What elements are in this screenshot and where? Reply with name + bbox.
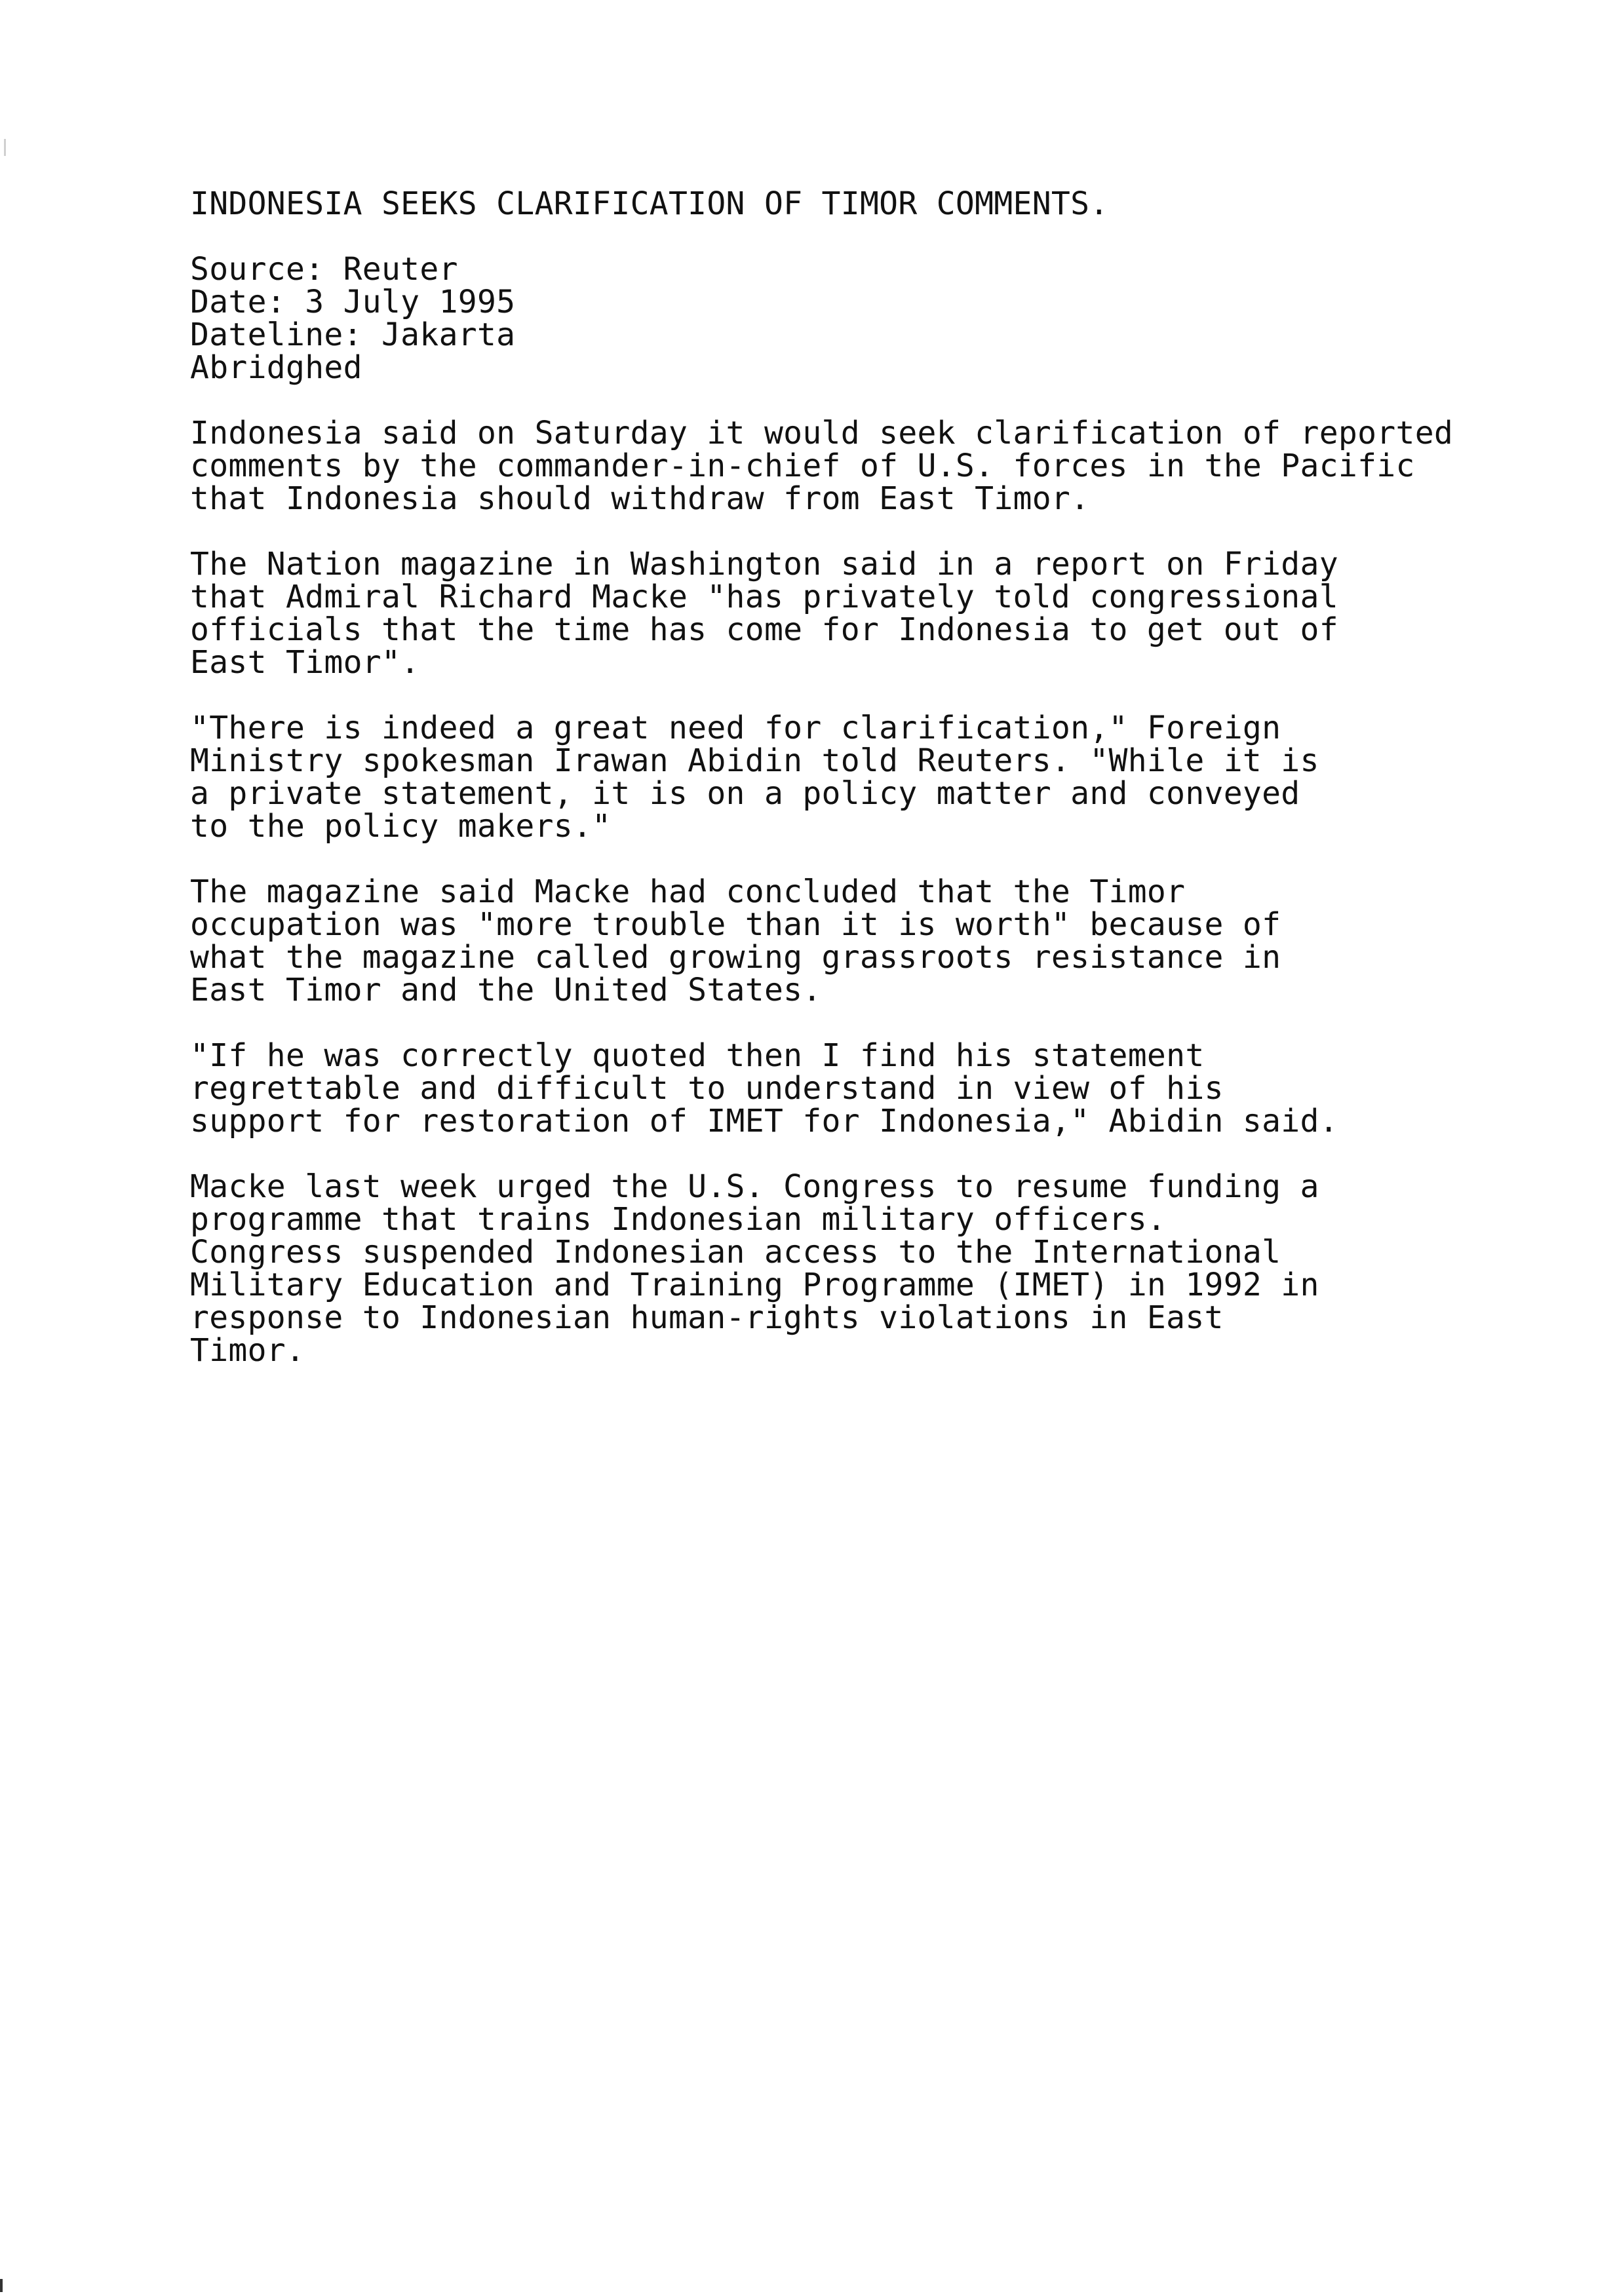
paragraph-line: Military Education and Training Programme (IMET) in 1992 in	[190, 1267, 1319, 1303]
paragraph-line: "There is indeed a great need for clarification," Foreign	[190, 710, 1281, 746]
meta-abridged: Abridghed	[190, 349, 362, 386]
meta-date: Date: 3 July 1995	[190, 284, 516, 320]
paragraph	[190, 1039, 1501, 1138]
paragraph-line: that Admiral Richard Macke "has privately told congressional	[190, 579, 1338, 615]
meta-block	[190, 253, 1501, 384]
paragraph-line: to the policy makers."	[190, 808, 612, 845]
paragraph	[190, 417, 1501, 515]
scan-mark	[0, 2279, 3, 2292]
paragraph-line: comments by the commander-in-chief of U.S. forces in the Pacific	[190, 448, 1415, 484]
paragraph-line: a private statement, it is on a policy matter and conveyed	[190, 775, 1300, 812]
title-block	[190, 187, 1501, 220]
paragraph-line: response to Indonesian human-rights violations in East	[190, 1299, 1224, 1336]
paragraph-line: what the magazine called growing grassroots resistance in	[190, 939, 1281, 976]
paragraph-line: Congress suspended Indonesian access to the International	[190, 1234, 1281, 1271]
paragraph-line: Macke last week urged the U.S. Congress to resume funding a	[190, 1168, 1319, 1205]
paragraph-line: East Timor and the United States.	[190, 972, 822, 1008]
paragraph-line: The Nation magazine in Washington said in a report on Friday	[190, 546, 1338, 583]
meta-dateline: Dateline: Jakarta	[190, 316, 516, 353]
paragraph	[190, 1170, 1501, 1367]
paragraph-line: Ministry spokesman Irawan Abidin told Reuters. "While it is	[190, 742, 1319, 779]
document-title: INDONESIA SEEKS CLARIFICATION OF TIMOR COMMENTS.	[190, 185, 1109, 222]
paragraph-line: occupation was "more trouble than it is worth" because of	[190, 906, 1281, 943]
paragraph-line: officials that the time has come for Indonesia to get out of	[190, 611, 1338, 648]
paragraph-line: East Timor".	[190, 644, 420, 681]
meta-source: Source: Reuter	[190, 251, 458, 288]
scan-mark	[4, 139, 6, 156]
paragraph-line: that Indonesia should withdraw from East Timor.	[190, 480, 1090, 517]
document-body	[190, 187, 1501, 1367]
paragraph-line: Indonesia said on Saturday it would seek clarification of reported	[190, 415, 1454, 451]
paragraph	[190, 548, 1501, 679]
paragraph-line: programme that trains Indonesian military officers.	[190, 1201, 1167, 1238]
paragraph-line: "If he was correctly quoted then I find his statement	[190, 1037, 1205, 1074]
paragraph-line: support for restoration of IMET for Indonesia," Abidin said.	[190, 1103, 1338, 1139]
paragraph	[190, 712, 1501, 843]
paragraph-line: regrettable and difficult to understand in view of his	[190, 1070, 1224, 1107]
paragraph-line: Timor.	[190, 1332, 305, 1369]
paragraph-line: The magazine said Macke had concluded that the Timor	[190, 873, 1186, 910]
paragraph	[190, 875, 1501, 1006]
